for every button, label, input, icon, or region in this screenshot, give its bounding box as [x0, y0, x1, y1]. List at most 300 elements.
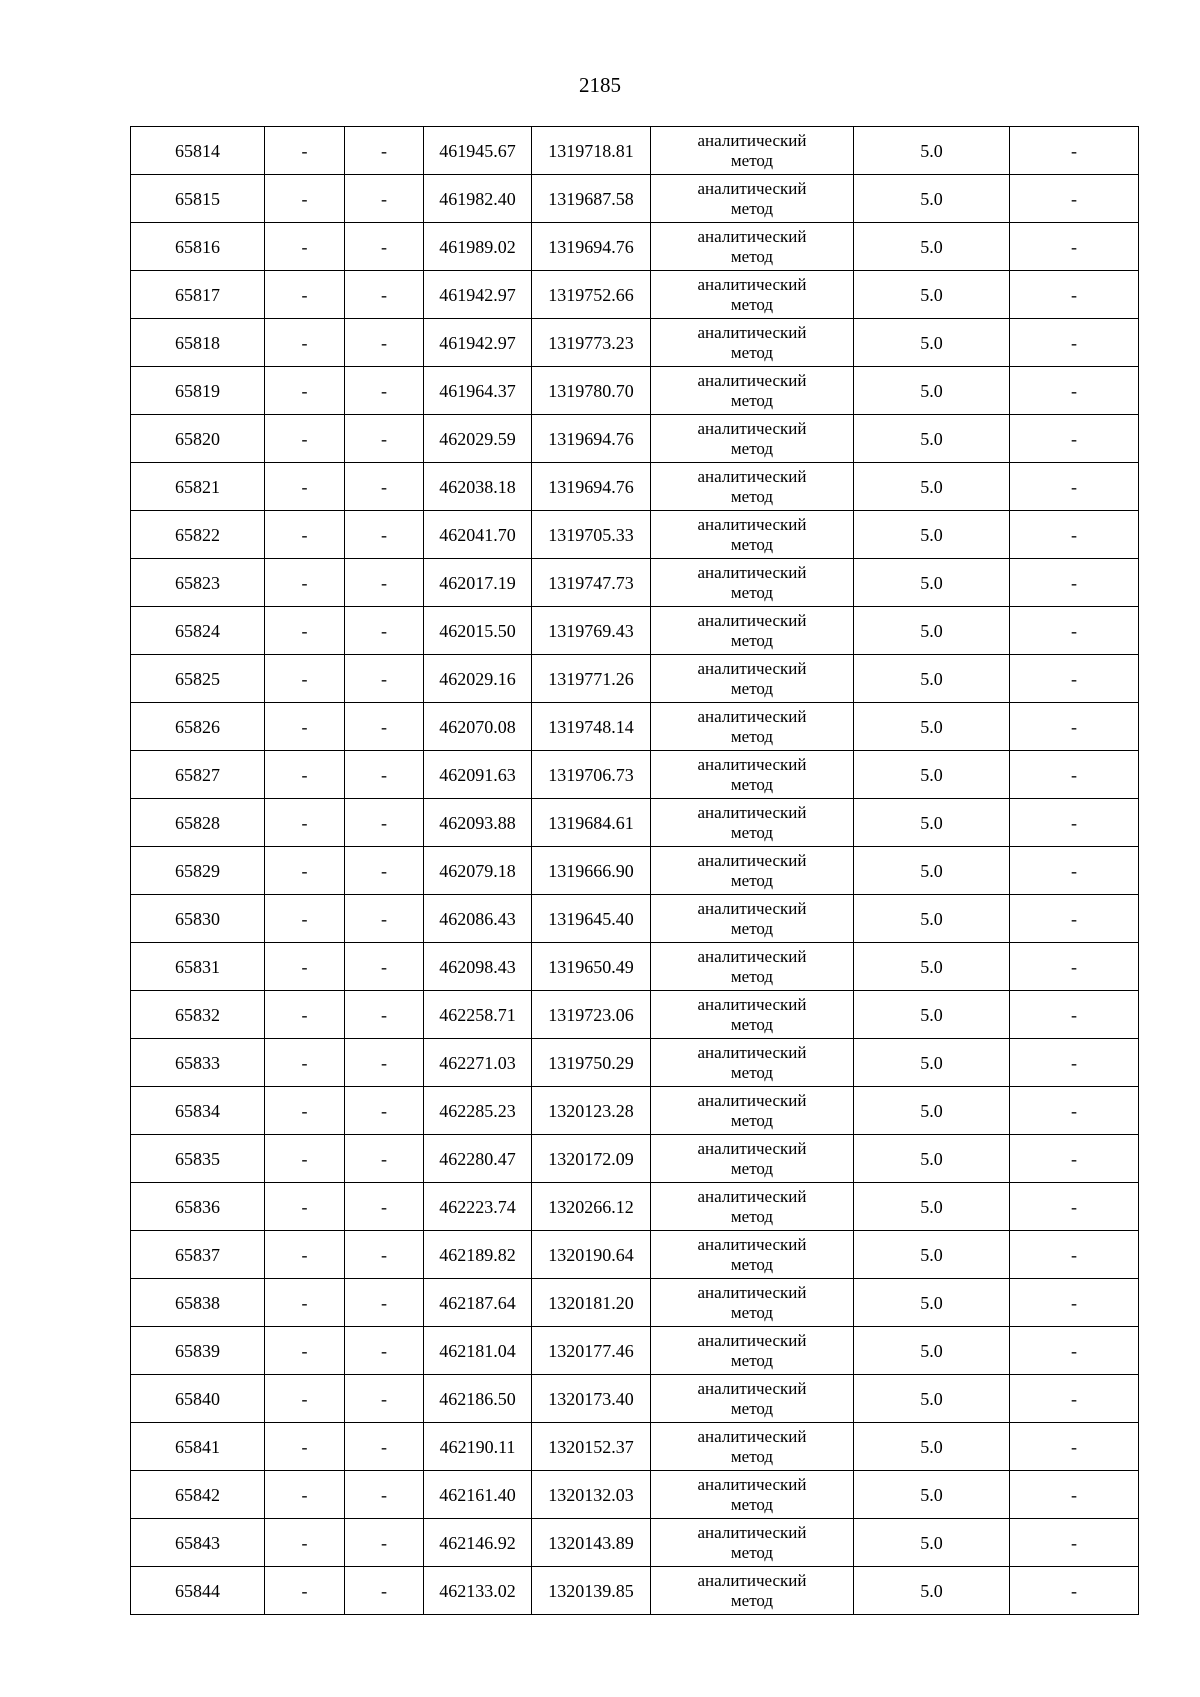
point-number-cell: 65824 [131, 607, 265, 655]
dash-cell: - [345, 415, 424, 463]
method-cell [651, 1567, 854, 1615]
accuracy-cell: 5.0 [854, 1567, 1010, 1615]
dash-cell: - [265, 415, 345, 463]
point-number-cell: 65816 [131, 223, 265, 271]
accuracy-cell: 5.0 [854, 1087, 1010, 1135]
method-line-1: аналитический [697, 1090, 807, 1110]
method-line-1: аналитический [697, 130, 807, 150]
method-line-2: метод [730, 150, 774, 170]
dash-cell: - [345, 1567, 424, 1615]
table-row [131, 1327, 1139, 1375]
point-number-cell: 65834 [131, 1087, 265, 1135]
dash-cell: - [345, 511, 424, 559]
dash-cell: - [1010, 1135, 1139, 1183]
x-coordinate-cell: 461945.67 [424, 127, 532, 175]
method-line-1: аналитический [697, 418, 807, 438]
x-coordinate-cell: 461942.97 [424, 271, 532, 319]
method-line-2: метод [730, 822, 774, 842]
point-number-cell: 65826 [131, 703, 265, 751]
method-line-2: метод [730, 438, 774, 458]
x-coordinate-cell: 462079.18 [424, 847, 532, 895]
method-line-2: метод [730, 1446, 774, 1466]
table-row [131, 799, 1139, 847]
method-line-1: аналитический [697, 1234, 807, 1254]
method-line-2: метод [730, 486, 774, 506]
method-line-1: аналитический [697, 1426, 807, 1446]
method-line-2: метод [730, 1062, 774, 1082]
dash-cell: - [265, 943, 345, 991]
table-row [131, 991, 1139, 1039]
method-cell [651, 1135, 854, 1183]
accuracy-cell: 5.0 [854, 1135, 1010, 1183]
x-coordinate-cell: 462271.03 [424, 1039, 532, 1087]
method-cell [651, 559, 854, 607]
x-coordinate-cell: 462070.08 [424, 703, 532, 751]
table-row [131, 703, 1139, 751]
method-line-2: метод [730, 726, 774, 746]
table-row [131, 271, 1139, 319]
dash-cell: - [265, 367, 345, 415]
table-row [131, 1279, 1139, 1327]
dash-cell: - [265, 1183, 345, 1231]
x-coordinate-cell: 462041.70 [424, 511, 532, 559]
dash-cell: - [1010, 991, 1139, 1039]
method-line-2: метод [730, 390, 774, 410]
method-line-2: метод [730, 1206, 774, 1226]
method-cell [651, 847, 854, 895]
x-coordinate-cell: 462086.43 [424, 895, 532, 943]
x-coordinate-cell: 462146.92 [424, 1519, 532, 1567]
accuracy-cell: 5.0 [854, 175, 1010, 223]
dash-cell: - [1010, 223, 1139, 271]
dash-cell: - [265, 1519, 345, 1567]
point-number-cell: 65839 [131, 1327, 265, 1375]
method-cell [651, 751, 854, 799]
y-coordinate-cell: 1320143.89 [532, 1519, 651, 1567]
x-coordinate-cell: 462098.43 [424, 943, 532, 991]
x-coordinate-cell: 462190.11 [424, 1423, 532, 1471]
x-coordinate-cell: 462186.50 [424, 1375, 532, 1423]
dash-cell: - [265, 895, 345, 943]
y-coordinate-cell: 1319750.29 [532, 1039, 651, 1087]
method-cell [651, 175, 854, 223]
table-row [131, 1423, 1139, 1471]
accuracy-cell: 5.0 [854, 607, 1010, 655]
y-coordinate-cell: 1319694.76 [532, 463, 651, 511]
dash-cell: - [265, 1087, 345, 1135]
dash-cell: - [1010, 511, 1139, 559]
method-line-1: аналитический [697, 946, 807, 966]
method-cell [651, 703, 854, 751]
table-row [131, 655, 1139, 703]
dash-cell: - [345, 271, 424, 319]
table-row [131, 1183, 1139, 1231]
dash-cell: - [265, 703, 345, 751]
method-line-1: аналитический [697, 274, 807, 294]
y-coordinate-cell: 1319747.73 [532, 559, 651, 607]
accuracy-cell: 5.0 [854, 1423, 1010, 1471]
method-line-2: метод [730, 246, 774, 266]
point-number-cell: 65823 [131, 559, 265, 607]
dash-cell: - [345, 1279, 424, 1327]
dash-cell: - [345, 703, 424, 751]
dash-cell: - [345, 847, 424, 895]
dash-cell: - [265, 463, 345, 511]
method-cell [651, 271, 854, 319]
y-coordinate-cell: 1319687.58 [532, 175, 651, 223]
method-cell [651, 1039, 854, 1087]
accuracy-cell: 5.0 [854, 991, 1010, 1039]
y-coordinate-cell: 1320190.64 [532, 1231, 651, 1279]
accuracy-cell: 5.0 [854, 1279, 1010, 1327]
y-coordinate-cell: 1319752.66 [532, 271, 651, 319]
accuracy-cell: 5.0 [854, 415, 1010, 463]
x-coordinate-cell: 461982.40 [424, 175, 532, 223]
method-cell [651, 319, 854, 367]
method-line-2: метод [730, 1254, 774, 1274]
y-coordinate-cell: 1320181.20 [532, 1279, 651, 1327]
dash-cell: - [1010, 1375, 1139, 1423]
method-line-1: аналитический [697, 1042, 807, 1062]
x-coordinate-cell: 461989.02 [424, 223, 532, 271]
method-cell [651, 1519, 854, 1567]
point-number-cell: 65827 [131, 751, 265, 799]
method-line-2: метод [730, 1014, 774, 1034]
dash-cell: - [265, 751, 345, 799]
method-cell [651, 1423, 854, 1471]
x-coordinate-cell: 462189.82 [424, 1231, 532, 1279]
method-line-1: аналитический [697, 898, 807, 918]
y-coordinate-cell: 1320132.03 [532, 1471, 651, 1519]
point-number-cell: 65830 [131, 895, 265, 943]
x-coordinate-cell: 462181.04 [424, 1327, 532, 1375]
y-coordinate-cell: 1320123.28 [532, 1087, 651, 1135]
table-row [131, 943, 1139, 991]
method-line-2: метод [730, 534, 774, 554]
dash-cell: - [265, 271, 345, 319]
method-cell [651, 367, 854, 415]
dash-cell: - [345, 1039, 424, 1087]
dash-cell: - [345, 559, 424, 607]
method-cell [651, 223, 854, 271]
dash-cell: - [1010, 751, 1139, 799]
dash-cell: - [345, 799, 424, 847]
dash-cell: - [345, 175, 424, 223]
dash-cell: - [1010, 463, 1139, 511]
dash-cell: - [1010, 1039, 1139, 1087]
method-cell [651, 799, 854, 847]
dash-cell: - [265, 1567, 345, 1615]
dash-cell: - [1010, 943, 1139, 991]
method-line-2: метод [730, 294, 774, 314]
point-number-cell: 65837 [131, 1231, 265, 1279]
dash-cell: - [1010, 1327, 1139, 1375]
dash-cell: - [1010, 1519, 1139, 1567]
x-coordinate-cell: 461942.97 [424, 319, 532, 367]
dash-cell: - [265, 799, 345, 847]
accuracy-cell: 5.0 [854, 319, 1010, 367]
point-number-cell: 65822 [131, 511, 265, 559]
method-line-2: метод [730, 774, 774, 794]
accuracy-cell: 5.0 [854, 799, 1010, 847]
accuracy-cell: 5.0 [854, 1327, 1010, 1375]
dash-cell: - [345, 607, 424, 655]
method-line-2: метод [730, 1350, 774, 1370]
method-line-1: аналитический [697, 1186, 807, 1206]
accuracy-cell: 5.0 [854, 223, 1010, 271]
y-coordinate-cell: 1319706.73 [532, 751, 651, 799]
method-line-1: аналитический [697, 1138, 807, 1158]
method-line-1: аналитический [697, 562, 807, 582]
method-line-1: аналитический [697, 658, 807, 678]
method-line-2: метод [730, 198, 774, 218]
dash-cell: - [265, 559, 345, 607]
y-coordinate-cell: 1319769.43 [532, 607, 651, 655]
table-row [131, 1471, 1139, 1519]
method-cell [651, 511, 854, 559]
accuracy-cell: 5.0 [854, 751, 1010, 799]
dash-cell: - [265, 607, 345, 655]
dash-cell: - [345, 1327, 424, 1375]
point-number-cell: 65842 [131, 1471, 265, 1519]
dash-cell: - [265, 991, 345, 1039]
dash-cell: - [265, 127, 345, 175]
dash-cell: - [265, 1423, 345, 1471]
accuracy-cell: 5.0 [854, 847, 1010, 895]
table-row [131, 1039, 1139, 1087]
x-coordinate-cell: 462161.40 [424, 1471, 532, 1519]
dash-cell: - [265, 175, 345, 223]
method-line-2: метод [730, 1302, 774, 1322]
dash-cell: - [265, 1279, 345, 1327]
x-coordinate-cell: 462093.88 [424, 799, 532, 847]
dash-cell: - [345, 1231, 424, 1279]
method-line-2: метод [730, 870, 774, 890]
y-coordinate-cell: 1320173.40 [532, 1375, 651, 1423]
accuracy-cell: 5.0 [854, 895, 1010, 943]
dash-cell: - [265, 511, 345, 559]
dash-cell: - [1010, 895, 1139, 943]
dash-cell: - [265, 319, 345, 367]
table-row [131, 847, 1139, 895]
coordinates-table [130, 126, 1139, 1615]
method-line-1: аналитический [697, 466, 807, 486]
table-row [131, 511, 1139, 559]
point-number-cell: 65825 [131, 655, 265, 703]
dash-cell: - [1010, 607, 1139, 655]
table-row [131, 1135, 1139, 1183]
dash-cell: - [265, 655, 345, 703]
dash-cell: - [1010, 1567, 1139, 1615]
accuracy-cell: 5.0 [854, 463, 1010, 511]
dash-cell: - [1010, 271, 1139, 319]
dash-cell: - [1010, 367, 1139, 415]
method-cell [651, 1183, 854, 1231]
point-number-cell: 65814 [131, 127, 265, 175]
accuracy-cell: 5.0 [854, 1375, 1010, 1423]
y-coordinate-cell: 1320152.37 [532, 1423, 651, 1471]
method-cell [651, 1327, 854, 1375]
y-coordinate-cell: 1319705.33 [532, 511, 651, 559]
dash-cell: - [345, 1135, 424, 1183]
point-number-cell: 65840 [131, 1375, 265, 1423]
method-line-2: метод [730, 1110, 774, 1130]
dash-cell: - [265, 1471, 345, 1519]
dash-cell: - [1010, 799, 1139, 847]
table-row [131, 1375, 1139, 1423]
method-line-1: аналитический [697, 706, 807, 726]
y-coordinate-cell: 1320177.46 [532, 1327, 651, 1375]
method-cell [651, 1279, 854, 1327]
dash-cell: - [345, 991, 424, 1039]
x-coordinate-cell: 462280.47 [424, 1135, 532, 1183]
y-coordinate-cell: 1319748.14 [532, 703, 651, 751]
dash-cell: - [345, 223, 424, 271]
dash-cell: - [1010, 415, 1139, 463]
x-coordinate-cell: 462285.23 [424, 1087, 532, 1135]
point-number-cell: 65815 [131, 175, 265, 223]
dash-cell: - [345, 1375, 424, 1423]
table-row [131, 223, 1139, 271]
method-line-1: аналитический [697, 370, 807, 390]
x-coordinate-cell: 462187.64 [424, 1279, 532, 1327]
method-cell [651, 655, 854, 703]
accuracy-cell: 5.0 [854, 943, 1010, 991]
x-coordinate-cell: 462091.63 [424, 751, 532, 799]
y-coordinate-cell: 1319650.49 [532, 943, 651, 991]
table-row [131, 175, 1139, 223]
point-number-cell: 65841 [131, 1423, 265, 1471]
dash-cell: - [345, 655, 424, 703]
dash-cell: - [345, 895, 424, 943]
point-number-cell: 65828 [131, 799, 265, 847]
table-row [131, 1567, 1139, 1615]
dash-cell: - [345, 751, 424, 799]
dash-cell: - [345, 1423, 424, 1471]
x-coordinate-cell: 462223.74 [424, 1183, 532, 1231]
x-coordinate-cell: 462017.19 [424, 559, 532, 607]
method-cell [651, 607, 854, 655]
method-line-2: метод [730, 678, 774, 698]
table-row [131, 127, 1139, 175]
method-line-1: аналитический [697, 610, 807, 630]
dash-cell: - [345, 367, 424, 415]
accuracy-cell: 5.0 [854, 367, 1010, 415]
method-cell [651, 1087, 854, 1135]
dash-cell: - [345, 1183, 424, 1231]
method-line-1: аналитический [697, 226, 807, 246]
dash-cell: - [1010, 1279, 1139, 1327]
accuracy-cell: 5.0 [854, 1471, 1010, 1519]
method-line-1: аналитический [697, 994, 807, 1014]
x-coordinate-cell: 462038.18 [424, 463, 532, 511]
dash-cell: - [1010, 1183, 1139, 1231]
point-number-cell: 65843 [131, 1519, 265, 1567]
point-number-cell: 65821 [131, 463, 265, 511]
method-line-2: метод [730, 918, 774, 938]
dash-cell: - [345, 1087, 424, 1135]
method-line-1: аналитический [697, 322, 807, 342]
dash-cell: - [345, 319, 424, 367]
accuracy-cell: 5.0 [854, 1183, 1010, 1231]
dash-cell: - [1010, 655, 1139, 703]
table-row [131, 1231, 1139, 1279]
method-cell [651, 1231, 854, 1279]
method-line-2: метод [730, 1398, 774, 1418]
method-line-1: аналитический [697, 514, 807, 534]
dash-cell: - [265, 1135, 345, 1183]
method-line-2: метод [730, 630, 774, 650]
table-row [131, 607, 1139, 655]
dash-cell: - [1010, 1087, 1139, 1135]
method-line-2: метод [730, 1590, 774, 1610]
y-coordinate-cell: 1320266.12 [532, 1183, 651, 1231]
y-coordinate-cell: 1319780.70 [532, 367, 651, 415]
method-line-1: аналитический [697, 1330, 807, 1350]
dash-cell: - [345, 943, 424, 991]
method-cell [651, 991, 854, 1039]
y-coordinate-cell: 1319694.76 [532, 223, 651, 271]
method-line-2: метод [730, 966, 774, 986]
y-coordinate-cell: 1319773.23 [532, 319, 651, 367]
method-cell [651, 1471, 854, 1519]
accuracy-cell: 5.0 [854, 511, 1010, 559]
y-coordinate-cell: 1319694.76 [532, 415, 651, 463]
method-line-1: аналитический [697, 1522, 807, 1542]
table-body [131, 127, 1139, 1615]
dash-cell: - [265, 1039, 345, 1087]
y-coordinate-cell: 1319723.06 [532, 991, 651, 1039]
table-row [131, 751, 1139, 799]
y-coordinate-cell: 1319684.61 [532, 799, 651, 847]
method-cell [651, 127, 854, 175]
method-cell [651, 1375, 854, 1423]
y-coordinate-cell: 1319771.26 [532, 655, 651, 703]
table-row [131, 367, 1139, 415]
dash-cell: - [1010, 1231, 1139, 1279]
dash-cell: - [345, 1519, 424, 1567]
method-line-1: аналитический [697, 850, 807, 870]
dash-cell: - [1010, 1471, 1139, 1519]
table-row [131, 1087, 1139, 1135]
y-coordinate-cell: 1320172.09 [532, 1135, 651, 1183]
table-row [131, 415, 1139, 463]
table-row [131, 463, 1139, 511]
point-number-cell: 65832 [131, 991, 265, 1039]
dash-cell: - [1010, 1423, 1139, 1471]
point-number-cell: 65838 [131, 1279, 265, 1327]
accuracy-cell: 5.0 [854, 703, 1010, 751]
dash-cell: - [265, 1231, 345, 1279]
point-number-cell: 65835 [131, 1135, 265, 1183]
method-cell [651, 943, 854, 991]
accuracy-cell: 5.0 [854, 127, 1010, 175]
dash-cell: - [345, 1471, 424, 1519]
table-row [131, 559, 1139, 607]
dash-cell: - [345, 127, 424, 175]
method-cell [651, 895, 854, 943]
table-row [131, 895, 1139, 943]
point-number-cell: 65818 [131, 319, 265, 367]
y-coordinate-cell: 1319666.90 [532, 847, 651, 895]
dash-cell: - [265, 1327, 345, 1375]
dash-cell: - [1010, 559, 1139, 607]
accuracy-cell: 5.0 [854, 1039, 1010, 1087]
dash-cell: - [265, 847, 345, 895]
dash-cell: - [265, 1375, 345, 1423]
point-number-cell: 65820 [131, 415, 265, 463]
dash-cell: - [1010, 175, 1139, 223]
